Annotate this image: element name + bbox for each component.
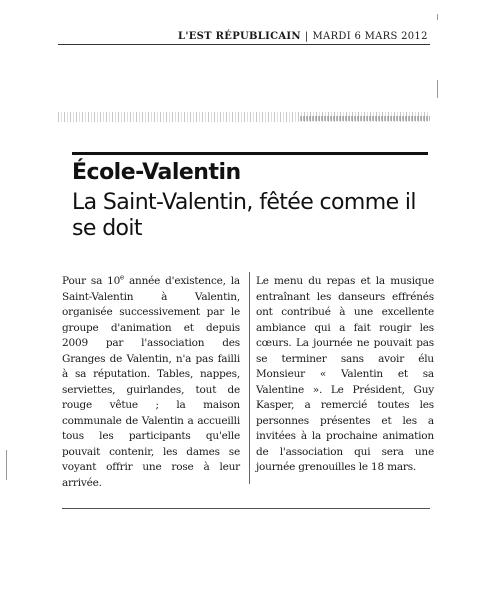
col1-superscript: e [120,273,124,282]
header-rule [58,44,430,45]
article-kicker: École-Valentin [72,160,241,185]
publication-name: L'EST RÉPUBLICAIN [178,31,301,42]
publication-date: MARDI 6 MARS 2012 [312,31,428,42]
article-headline: La Saint-Valentin, fêtée comme il se doit [72,190,416,241]
col1-text-start: Pour sa 10 [62,275,121,287]
scan-speck [6,450,7,480]
scan-speck [437,14,438,20]
article-column-right: Le menu du repas et la musique entraînant les danseurs effrénés ont contribué à une excellente ambiance qui a fait rougir les cœurs. La journée ne pouvait pas se terminer sans avoir élu Monsieur « Valentin et sa Valentine ». Le Président, Guy Kasper, a remercié toutes les personnes présentes et les a invitées à la prochaine animation de l'association qui sera une journée grenouilles le 18 mars. [256,275,434,473]
column-divider [249,272,250,484]
article-column-left [62,274,240,491]
article-top-rule [72,152,428,155]
col1-text-rest: année d'existence, la Saint-Valentin à Valentin, organisée successivement par le groupe d'animation et depuis 2009 par l'association des Granges de Valentin, n'a pas failli à sa réputation. Tables, nappes, serviettes, guirlandes, tout de rouge vêtue ; la maison communale de Valentin a accueilli tous les participants qu'elle pouvait contenir, les dames se voyant offrir une rose à leur arrivée. [62,275,240,489]
newspaper-header [178,31,428,42]
article-bottom-rule [62,508,430,509]
header-separator: | [304,31,309,42]
scan-noise-band-right [300,116,430,121]
scan-speck [437,80,438,98]
